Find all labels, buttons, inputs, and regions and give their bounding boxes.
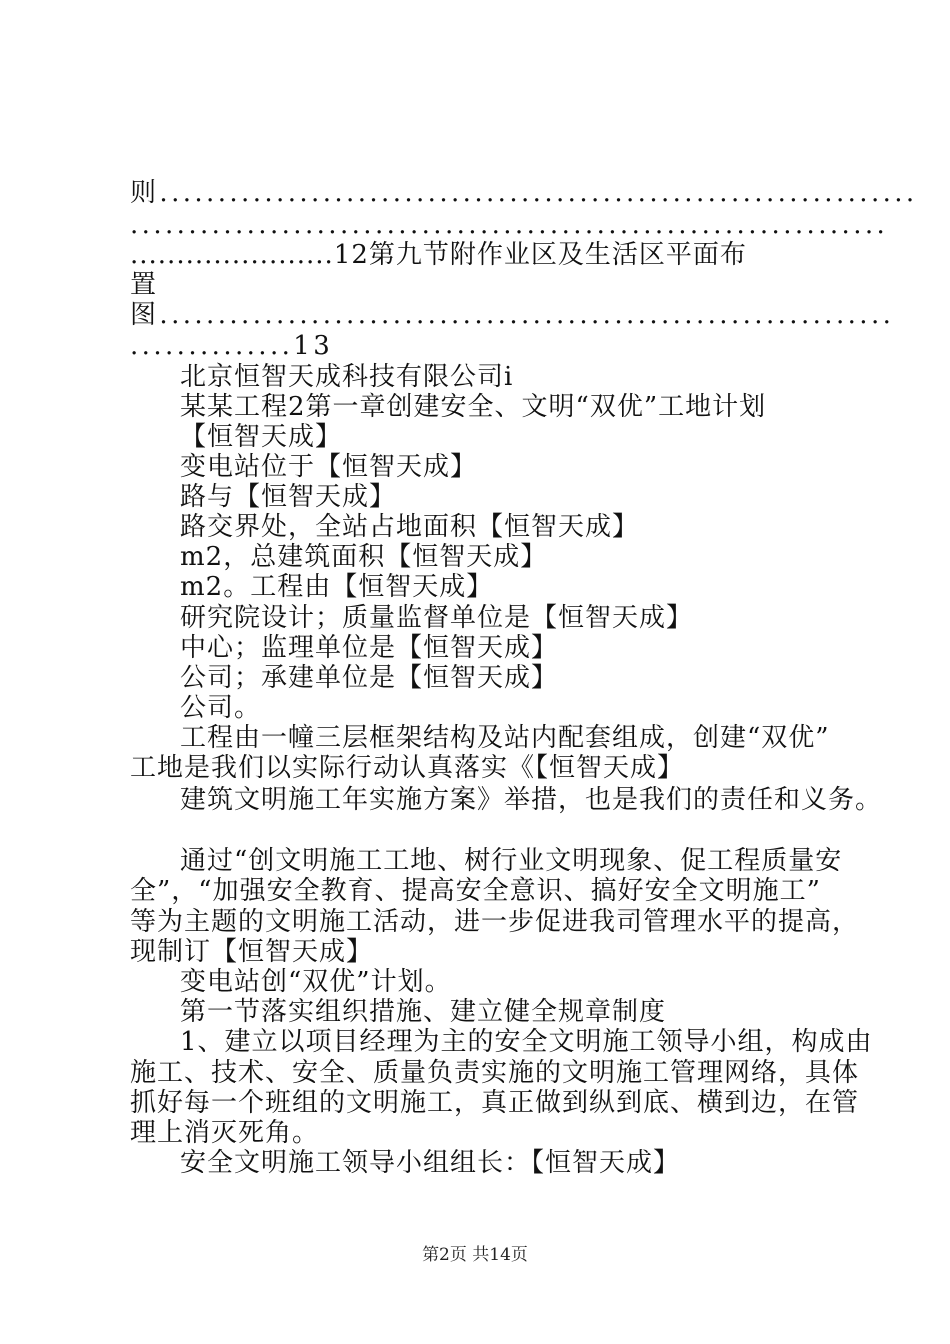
paragraph-line: 理上消灭死角。 — [130, 1118, 320, 1148]
paragraph-line: 工地是我们以实际行动认真落实《【恒智天成】 — [130, 753, 685, 783]
toc-line: ......................12第九节附作业区及生活区平面布 — [130, 240, 747, 270]
paragraph-line: 等为主题的文明施工活动，进一步促进我司管理水平的提高， — [130, 907, 860, 937]
paragraph-line: 中心；监理单位是【恒智天成】 — [180, 633, 559, 663]
page-number: 第2页 共14页 — [422, 1245, 528, 1265]
paragraph-line: 公司。 — [180, 693, 262, 723]
toc-line: 则................................................................. — [130, 178, 918, 208]
paragraph-line: 1、建立以项目经理为主的安全文明施工领导小组，构成由 — [180, 1027, 873, 1057]
paragraph-line: m2。工程由【恒智天成】 — [180, 572, 494, 602]
paragraph-line: 通过“创文明施工工地、树行业文明现象、促工程质量安 — [180, 846, 843, 876]
paragraph-line: 全”，“加强安全教育、提高安全意识、搞好安全文明施工” — [130, 876, 821, 906]
paragraph-line: 路交界处，全站占地面积【恒智天成】 — [180, 512, 640, 542]
paragraph-line: 安全文明施工领导小组组长：【恒智天成】 — [180, 1148, 681, 1178]
toc-line: ................................................................. — [130, 210, 889, 240]
paragraph-line: 研究院设计；质量监督单位是【恒智天成】 — [180, 603, 694, 633]
paragraph-line: 工程由一幢三层框架结构及站内配套组成，创建“双优” — [180, 723, 830, 753]
paragraph-line: 变电站位于【恒智天成】 — [180, 452, 478, 482]
paragraph-line: 变电站创“双优”计划。 — [180, 967, 452, 997]
toc-line: 图............................................................... — [130, 300, 895, 330]
paragraph-line: 施工、技术、安全、质量负责实施的文明施工管理网络，具体 — [130, 1058, 860, 1088]
toc-line: 置 — [130, 270, 158, 300]
paragraph-line: 建筑文明施工年实施方案》举措，也是我们的责任和义务。 — [180, 785, 883, 815]
paragraph-line: 现制订【恒智天成】 — [130, 937, 374, 967]
toc-line: ..............13 — [130, 331, 334, 361]
paragraph-line: m2，总建筑面积【恒智天成】 — [180, 542, 548, 572]
paragraph-line: 公司；承建单位是【恒智天成】 — [180, 663, 559, 693]
paragraph-line: 【恒智天成】 — [180, 422, 343, 452]
paragraph-line: 抓好每一个班组的文明施工，真正做到纵到底、横到边，在管 — [130, 1088, 860, 1118]
paragraph-line: 路与【恒智天成】 — [180, 482, 397, 512]
company-name: 北京恒智天成科技有限公司i — [180, 362, 514, 392]
chapter-heading: 某某工程2第一章创建安全、文明“双优”工地计划 — [180, 392, 767, 422]
section-heading: 第一节落实组织措施、建立健全规章制度 — [180, 997, 667, 1027]
